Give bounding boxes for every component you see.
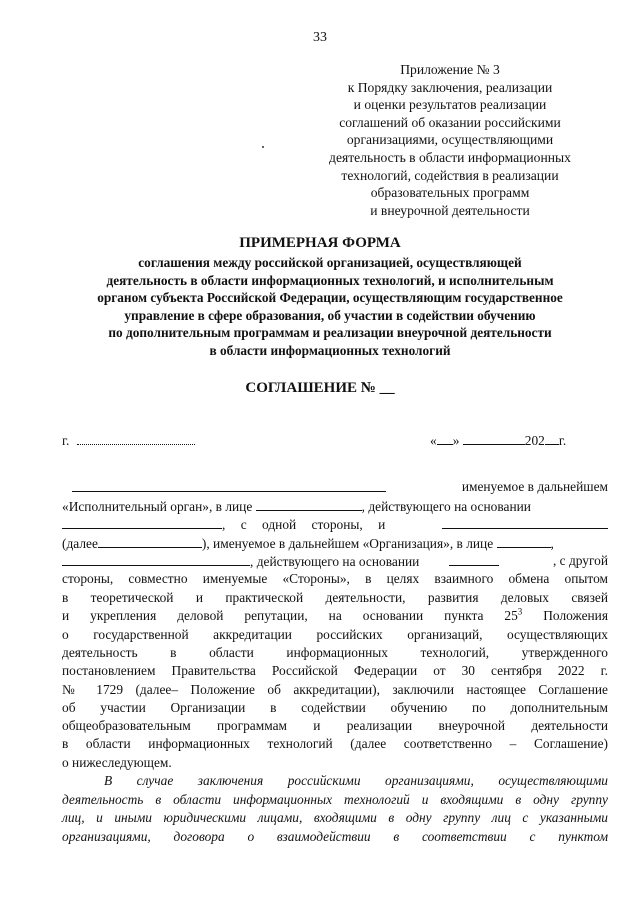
date-close-quote: » (452, 433, 460, 448)
appendix-line: организациями, осуществляющими (346, 132, 554, 148)
body-line: в области информационных технологий (далее соответственно – Соглашение) (62, 736, 608, 751)
body-line: о государственной аккредитации российских организаций, осуществляющих (62, 627, 608, 642)
date-open-quote: « (430, 433, 437, 448)
place-label: г. (62, 433, 70, 448)
body-line: об участии Организации в содействии обучению по дополнительным (62, 700, 608, 715)
body-text: , действующего на основании (361, 499, 531, 514)
short-name-blank[interactable] (98, 535, 202, 548)
appendix-header (300, 61, 600, 219)
year-suffix: г. (558, 433, 567, 448)
footnote-superscript: 3 (517, 606, 523, 617)
form-title: ПРИМЕРНАЯ ФОРМА (239, 235, 401, 251)
subtitle-line: органом субъекта Российской Федерации, осуществляющим государственное (97, 290, 563, 306)
subtitle-line: управление в сфере образования, об участии в содействии обучению (124, 307, 536, 323)
subtitle-line: деятельность в области информационных технологий, и исполнительным (106, 272, 554, 288)
day-blank[interactable] (437, 432, 453, 445)
body-text: , с другой (552, 553, 608, 568)
place-blank[interactable] (77, 432, 195, 445)
appendix-line: деятельность в области информационных (329, 149, 571, 165)
body-line: деятельность в области информационных технологий, утвержденного (62, 645, 608, 660)
place-date-line (62, 432, 608, 450)
year-blank[interactable] (545, 432, 559, 445)
italic-note-line: лиц, и иными юридическими лицами, входящими в одну группу лиц с указанными (62, 810, 608, 825)
body-text: и укрепления деловой репутации, на основании пункта 25 (62, 608, 518, 623)
body-text: Положения (522, 608, 609, 623)
appendix-line: к Порядку заключения, реализации (347, 79, 553, 95)
body-text: «Исполнительный орган», в лице (62, 499, 253, 514)
basis-blank[interactable] (62, 516, 222, 529)
italic-note-line: деятельность в области информационных технологий и входящими в одну группу (62, 792, 608, 807)
body-line: в теоретической и практической деятельности, развития деловых связей (62, 590, 608, 605)
appendix-line: образовательных программ (370, 185, 530, 201)
appendix-line: и оценки результатов реализации (353, 97, 547, 113)
org-basis-doc-blank[interactable] (449, 553, 499, 566)
org-basis-blank[interactable] (62, 553, 250, 566)
appendix-line: и внеурочной деятельности (370, 202, 530, 218)
body-text: (далее (62, 536, 98, 551)
body-line (62, 498, 608, 516)
body-text: , действующего на основании (250, 554, 420, 569)
representative-blank[interactable] (256, 498, 362, 511)
body-line (62, 479, 608, 497)
body-line: стороны, совместно именуемые «Стороны», в целях взаимного обмена опытом (62, 571, 608, 586)
body-text: с (240, 517, 247, 532)
appendix-line: Приложение № 3 (400, 62, 500, 77)
page-number: 33 (313, 30, 327, 45)
body-text: ), именуемое в дальнейшем «Организация», в лице (201, 536, 494, 551)
body-text: , (550, 536, 554, 551)
italic-note-line: В случае заключения российскими организациями, осуществляющими (104, 773, 608, 788)
body-text: стороны, (311, 517, 363, 532)
body-line: постановлением Правительства Российской Федерации от 30 сентября 2022 г. (62, 663, 608, 678)
form-subtitle (60, 254, 600, 360)
org-name-blank[interactable] (72, 479, 386, 492)
subtitle-line: в области информационных технологий (209, 342, 451, 358)
agreement-heading: СОГЛАШЕНИЕ № __ (245, 380, 395, 396)
body-text: одной (262, 517, 297, 532)
body-text: и (378, 517, 386, 532)
body-line (62, 535, 608, 553)
body-line (62, 608, 608, 626)
org-representative-blank[interactable] (497, 535, 551, 548)
month-blank[interactable] (463, 432, 525, 445)
body-line: о нижеследующем. (62, 755, 172, 770)
appendix-line: соглашений об оказании российскими (339, 114, 561, 130)
body-line: № 1729 (далее– Положение об аккредитации), заключили настоящее Соглашение (62, 682, 608, 697)
subtitle-line: соглашения между российской организацией, осуществляющей (138, 255, 522, 270)
organization-blank[interactable] (442, 516, 608, 529)
body-line: общеобразовательным программам и реализации внеурочной деятельности (62, 718, 608, 733)
body-line (62, 516, 608, 534)
appendix-line: технологий, содействия в реализации (341, 167, 559, 183)
body-line (62, 553, 608, 571)
body-text: , (222, 517, 226, 532)
year-prefix: 202 (524, 433, 545, 448)
italic-note-line: организациями, договора о взаимодействии в соответствии с пунктом (62, 829, 608, 844)
body-text: именуемое в дальнейшем (461, 479, 608, 494)
subtitle-line: по дополнительным программам и реализации внеурочной деятельности (108, 325, 552, 341)
scan-speck (262, 146, 264, 148)
date-field (430, 432, 566, 449)
